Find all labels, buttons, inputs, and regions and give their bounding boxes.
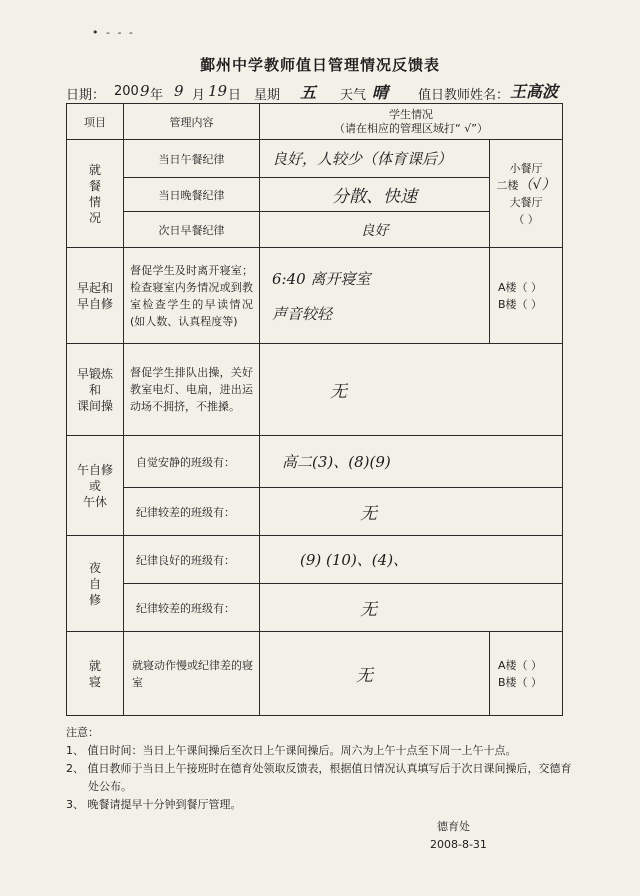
- hall-2f-label: 二楼: [496, 178, 519, 192]
- col-content-header: 管理内容: [124, 104, 260, 140]
- dining-cat-4: 况: [88, 210, 101, 225]
- weekday-label: 星期: [254, 88, 281, 103]
- evening-poor-value[interactable]: 无: [260, 584, 563, 632]
- dinner-value[interactable]: 分散、快速: [260, 178, 490, 212]
- morning-cat-2: 早自修: [76, 296, 113, 311]
- teacher-name: 王高波: [510, 82, 559, 101]
- dining-category: [67, 140, 124, 248]
- dining-lunch-row: [67, 140, 563, 178]
- footer-date: 2008-8-31: [430, 838, 487, 851]
- noon-quiet-label: 自觉安静的班级有：: [124, 436, 260, 488]
- management-table: [66, 103, 563, 716]
- notes-section: [66, 724, 572, 814]
- noon-cat-2: 或: [88, 478, 101, 493]
- bedtime-bldg-a[interactable]: A楼（ ）: [498, 658, 543, 672]
- noon-quiet-row: [67, 436, 563, 488]
- notes-label: 注意：: [66, 726, 99, 739]
- exercise-desc: 督促学生排队出操，关好教室电灯、电扇，进出运动场不拥挤，不推搡。: [124, 344, 260, 436]
- lunch-label: 当日午餐纪律: [124, 140, 260, 178]
- dinner-label: 当日晚餐纪律: [124, 178, 260, 212]
- bedtime-cat-2: 寝: [88, 674, 101, 689]
- exercise-cat-3: 课间操: [76, 398, 113, 413]
- evening-good-row: [67, 536, 563, 584]
- noon-category: [67, 436, 124, 536]
- bedtime-building-cell: [490, 632, 563, 716]
- evening-good-value[interactable]: (9) (10)、(4)、: [260, 536, 563, 584]
- bedtime-desc: 就寝动作慢或纪律差的寝室: [124, 632, 260, 716]
- morning-desc: 督促学生及时离开寝室；检查寝室内务情况或到教室检查学生的早读情况(如人数、认真程度等): [124, 248, 260, 344]
- note-2: 2、 值日教师于当日上午接班时在德育处领取反馈表，根据值日情况认真填写后于次日课间操后，交德育处公布。: [66, 762, 572, 793]
- col-student-header: [260, 104, 563, 140]
- footer-department: 德育处: [437, 820, 470, 833]
- morning-cat-1: 早起和: [76, 280, 113, 295]
- year-digit: 9: [140, 82, 150, 100]
- bedtime-row: [67, 632, 563, 716]
- evening-cat-1: 夜: [88, 560, 101, 575]
- breakfast-label: 次日早餐纪律: [124, 212, 260, 248]
- month-value: 9: [174, 82, 184, 100]
- bedtime-cat-1: 就: [88, 658, 101, 673]
- date-label: 日期：: [66, 88, 106, 103]
- exercise-cat-1: 早锻炼: [76, 366, 113, 381]
- morning-bldg-a[interactable]: A楼（ ）: [498, 280, 543, 294]
- morning-category: [67, 248, 124, 344]
- form-header: [66, 84, 586, 104]
- table-header-row: [67, 104, 563, 140]
- dining-cat-1: 就: [88, 162, 101, 177]
- noon-poor-value[interactable]: 无: [260, 488, 563, 536]
- dining-breakfast-row: [67, 212, 563, 248]
- hall-2f: [490, 177, 562, 194]
- note-3: 3、 晚餐请提早十分钟到餐厅管理。: [66, 798, 242, 811]
- noon-poor-label: 纪律较差的班级有：: [124, 488, 260, 536]
- col-student-note: （请在相应的管理区域打“ √”）: [334, 121, 488, 135]
- morning-bldg-b[interactable]: B楼（ ）: [498, 297, 543, 311]
- exercise-row: [67, 344, 563, 436]
- dining-dinner-row: [67, 178, 563, 212]
- bedtime-value[interactable]: 无: [260, 632, 490, 716]
- evening-good-label: 纪律良好的班级有：: [124, 536, 260, 584]
- form-title: 鄞州中学教师值日管理情况反馈表: [199, 56, 440, 74]
- evening-cat-2: 自: [88, 576, 101, 591]
- lunch-value[interactable]: 良好，人较少（体育课后）: [260, 140, 490, 178]
- evening-category: [67, 536, 124, 632]
- bedtime-category: [67, 632, 124, 716]
- noon-quiet-value[interactable]: 高二(3)、(8)(9): [260, 436, 563, 488]
- hall-big-mark[interactable]: （ ）: [513, 212, 539, 226]
- evening-poor-row: [67, 584, 563, 632]
- day-suffix: 日: [228, 88, 242, 103]
- noon-cat-3: 午休: [82, 494, 107, 509]
- weekday-value: 五: [300, 83, 317, 102]
- bedtime-bldg-b[interactable]: B楼（ ）: [498, 675, 543, 689]
- year-suffix: 年: [150, 88, 164, 103]
- weather-label: 天气: [340, 88, 367, 103]
- dining-hall-cell: [490, 140, 563, 248]
- evening-cat-3: 修: [88, 592, 101, 607]
- dining-cat-2: 餐: [88, 178, 101, 193]
- morning-value[interactable]: [260, 248, 490, 344]
- hall-small: 小餐厅: [509, 161, 543, 175]
- weather-value: 晴: [372, 83, 389, 102]
- teacher-label: 值日教师姓名：: [418, 88, 510, 103]
- month-suffix: 月: [192, 88, 206, 103]
- morning-building-cell: [490, 248, 563, 344]
- morning-value-line2: 声音较轻: [272, 304, 333, 323]
- year-prefix: 200: [114, 84, 139, 99]
- exercise-cat-2: 和: [88, 382, 101, 397]
- col-item-header: 项目: [67, 104, 124, 140]
- noon-cat-1: 午自修: [76, 462, 113, 477]
- exercise-value[interactable]: 无: [260, 344, 563, 436]
- morning-value-line1: 6:40 离开寝室: [272, 269, 371, 288]
- morning-row: [67, 248, 563, 344]
- dining-cat-3: 情: [88, 194, 101, 209]
- exercise-category: [67, 344, 124, 436]
- breakfast-value[interactable]: 良好: [260, 212, 490, 248]
- corner-mark: • - - -: [92, 26, 135, 39]
- evening-poor-label: 纪律较差的班级有：: [124, 584, 260, 632]
- col-student-title: 学生情况: [389, 107, 433, 121]
- noon-poor-row: [67, 488, 563, 536]
- hall-big: 大餐厅: [509, 195, 543, 209]
- day-value: 19: [208, 82, 228, 100]
- note-1: 1、 值日时间：当日上午课间操后至次日上午课间操后。周六为上午十点至下周一上午十点。: [66, 744, 517, 757]
- hall-2f-check[interactable]: （√）: [518, 176, 556, 193]
